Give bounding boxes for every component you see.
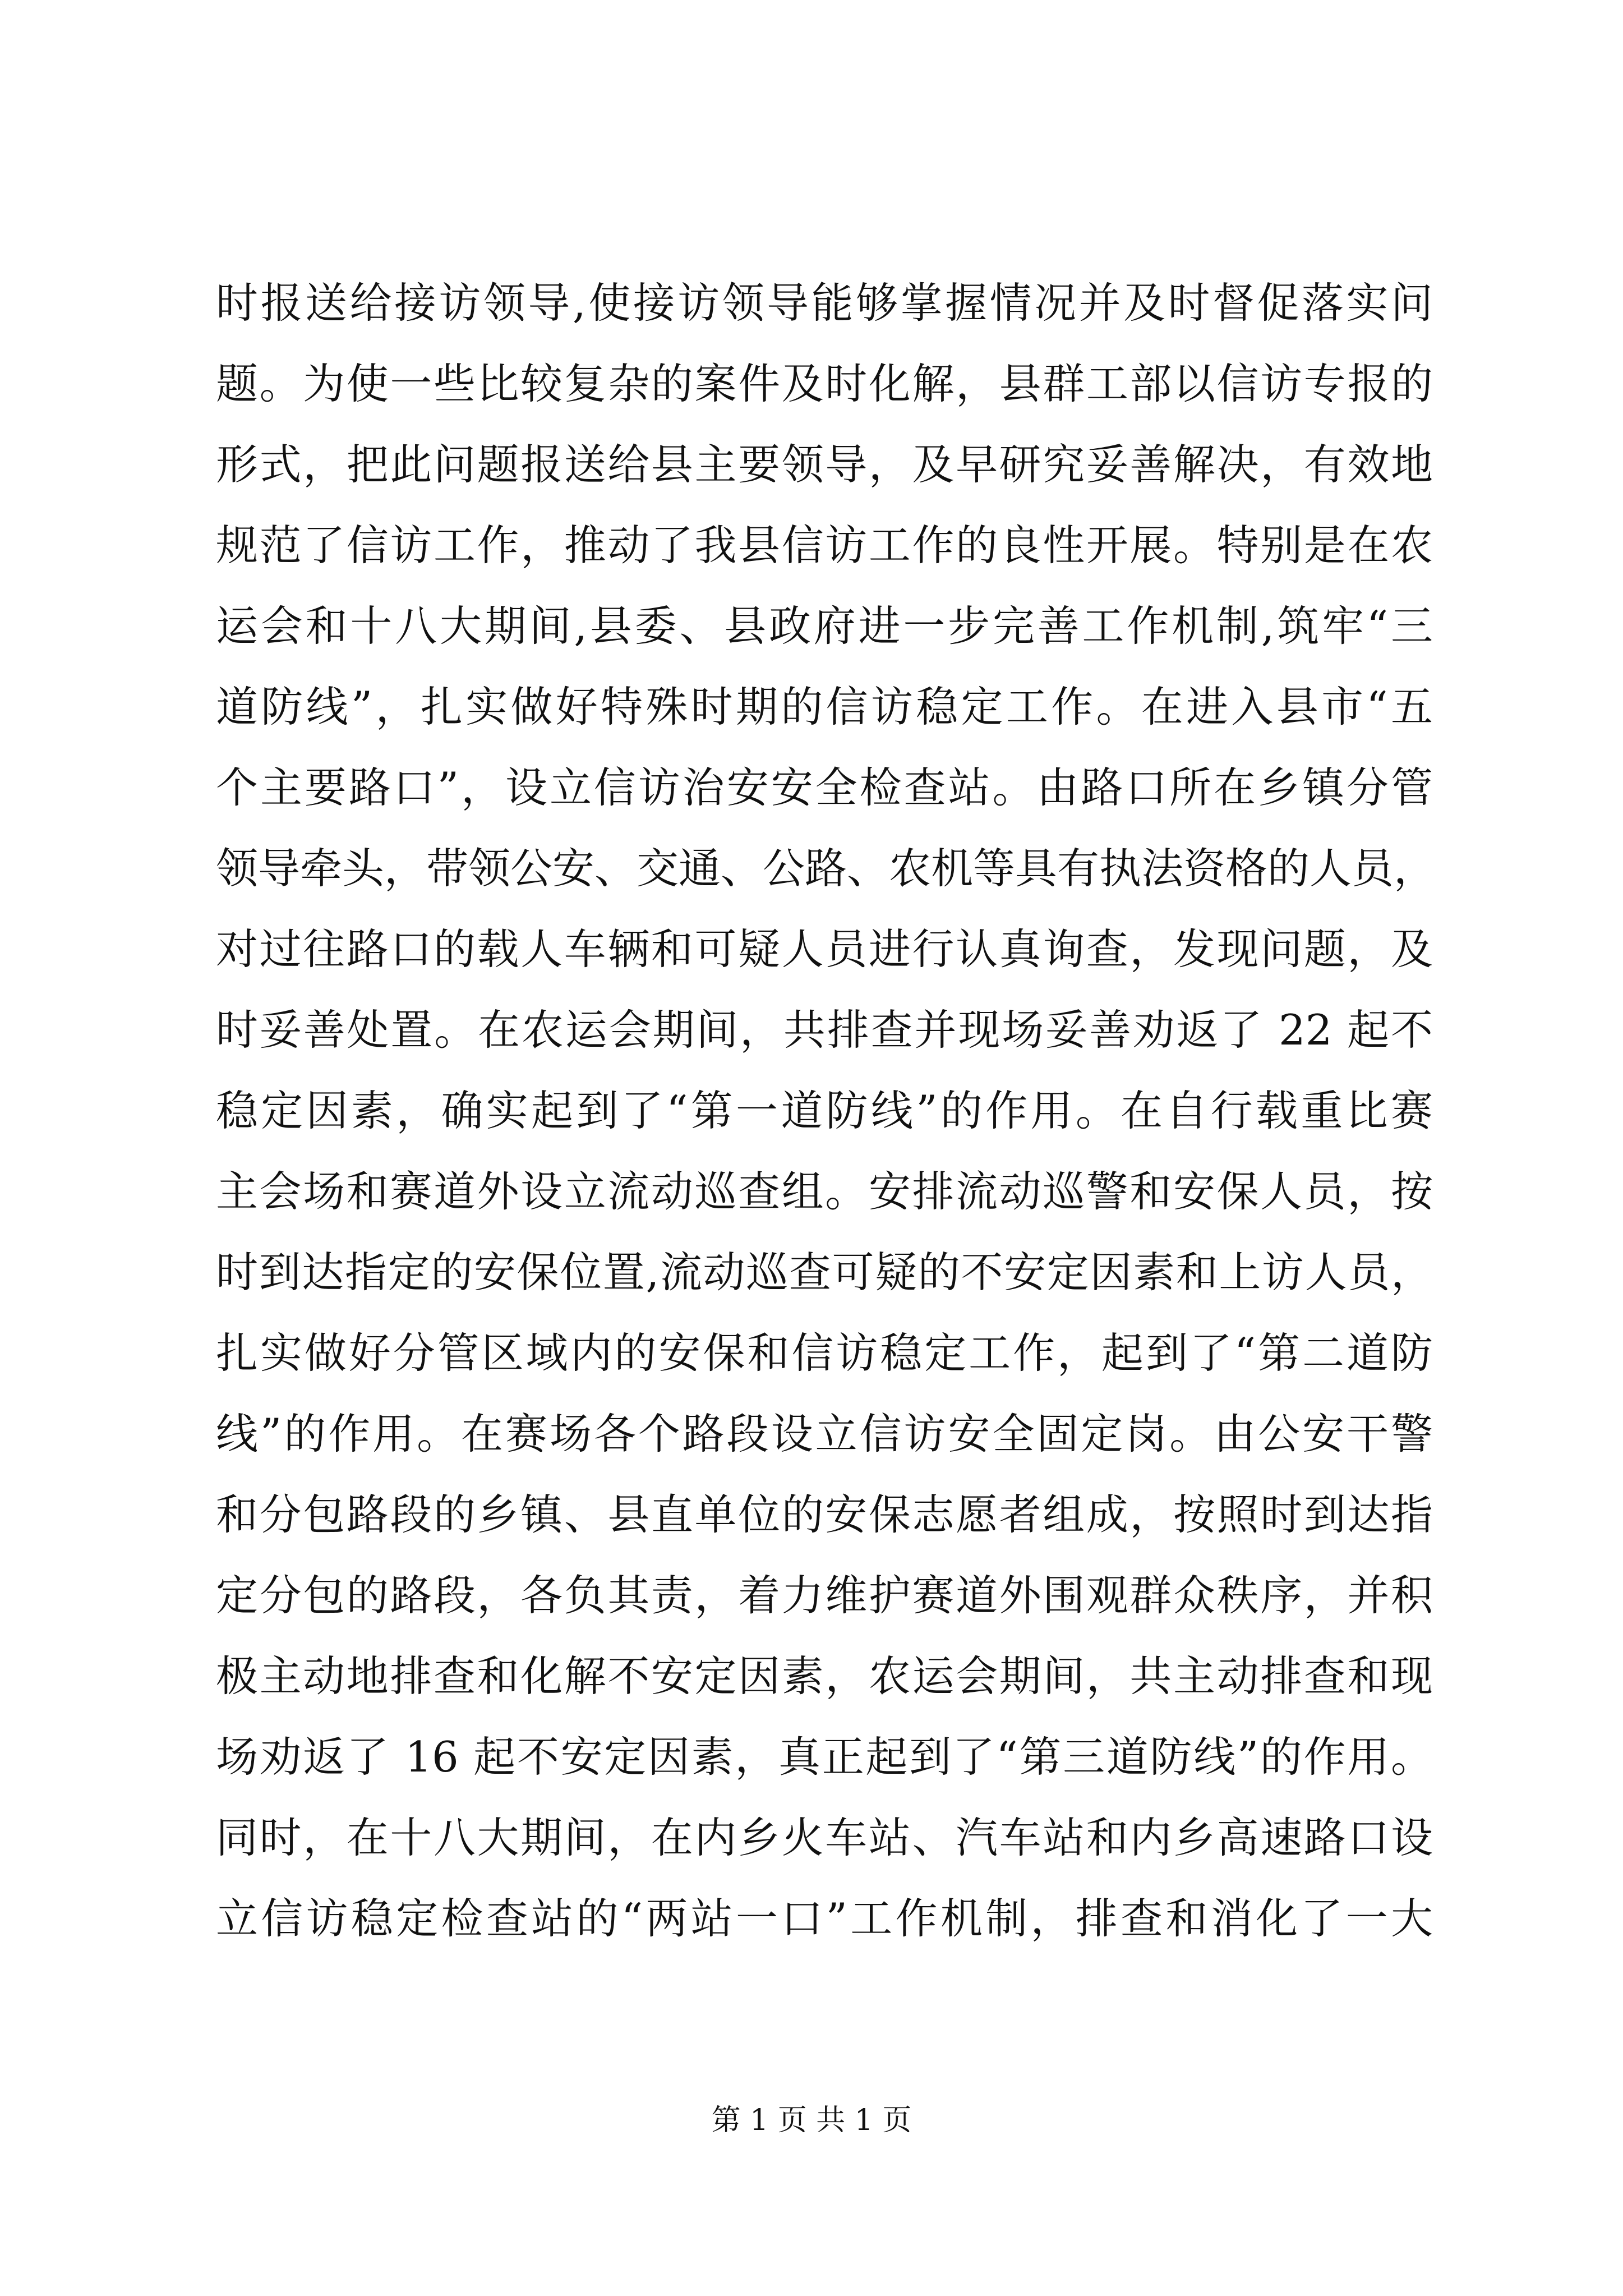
text-line: 定分包的路段，各负其责，着力维护赛道外围观群众秩序，并积 xyxy=(216,1571,1433,1620)
text-line: 形式，把此问题报送给县主要领导，及早研究妥善解决，有效地 xyxy=(216,440,1433,489)
text-line: 主会场和赛道外设立流动巡查组。安排流动巡警和安保人员，按 xyxy=(216,1167,1433,1216)
text-line: 领导牵头，带领公安、交通、公路、农机等具有执法资格的人员， xyxy=(216,844,1436,893)
text-line: 时报送给接访领导,使接访领导能够掌握情况并及时督促落实问 xyxy=(216,278,1433,328)
text-line: 对过往路口的载人车辆和可疑人员进行认真询查，发现问题，及 xyxy=(216,924,1433,974)
text-line: 场劝返了 16 起不安定因素，真正起到了“第三道防线”的作用。 xyxy=(216,1732,1433,1782)
text-line: 同时，在十八大期间，在内乡火车站、汽车站和内乡高速路口设 xyxy=(216,1813,1433,1862)
text-line: 个主要路口”，设立信访治安安全检查站。由路口所在乡镇分管 xyxy=(216,763,1433,812)
text-line: 稳定因素，确实起到了“第一道防线”的作用。在自行载重比赛 xyxy=(216,1086,1433,1135)
text-line: 和分包路段的乡镇、县直单位的安保志愿者组成，按照时到达指 xyxy=(216,1490,1433,1539)
text-line: 线”的作用。在赛场各个路段设立信访安全固定岗。由公安干警 xyxy=(216,1409,1433,1458)
text-line: 题。为使一些比较复杂的案件及时化解，县群工部以信访专报的 xyxy=(216,359,1433,408)
body-text xyxy=(216,263,1436,1959)
text-line: 扎实做好分管区域内的安保和信访稳定工作，起到了“第二道防 xyxy=(216,1328,1433,1378)
text-line: 时到达指定的安保位置,流动巡查可疑的不安定因素和上访人员， xyxy=(216,1248,1433,1297)
text-line: 道防线”，扎实做好特殊时期的信访稳定工作。在进入县市“五 xyxy=(216,682,1433,731)
text-line: 立信访稳定检查站的“两站一口”工作机制，排查和消化了一大 xyxy=(216,1894,1433,1943)
page-footer: 第 1 页 共 1 页 xyxy=(711,2104,912,2137)
text-line: 时妥善处置。在农运会期间，共排查并现场妥善劝返了 22 起不 xyxy=(216,1005,1433,1055)
text-line: 极主动地排查和化解不安定因素，农运会期间，共主动排查和现 xyxy=(216,1651,1433,1701)
text-line: 运会和十八大期间,县委、县政府进一步完善工作机制,筑牢“三 xyxy=(216,601,1433,651)
text-line: 规范了信访工作，推动了我县信访工作的良性开展。特别是在农 xyxy=(216,521,1433,570)
